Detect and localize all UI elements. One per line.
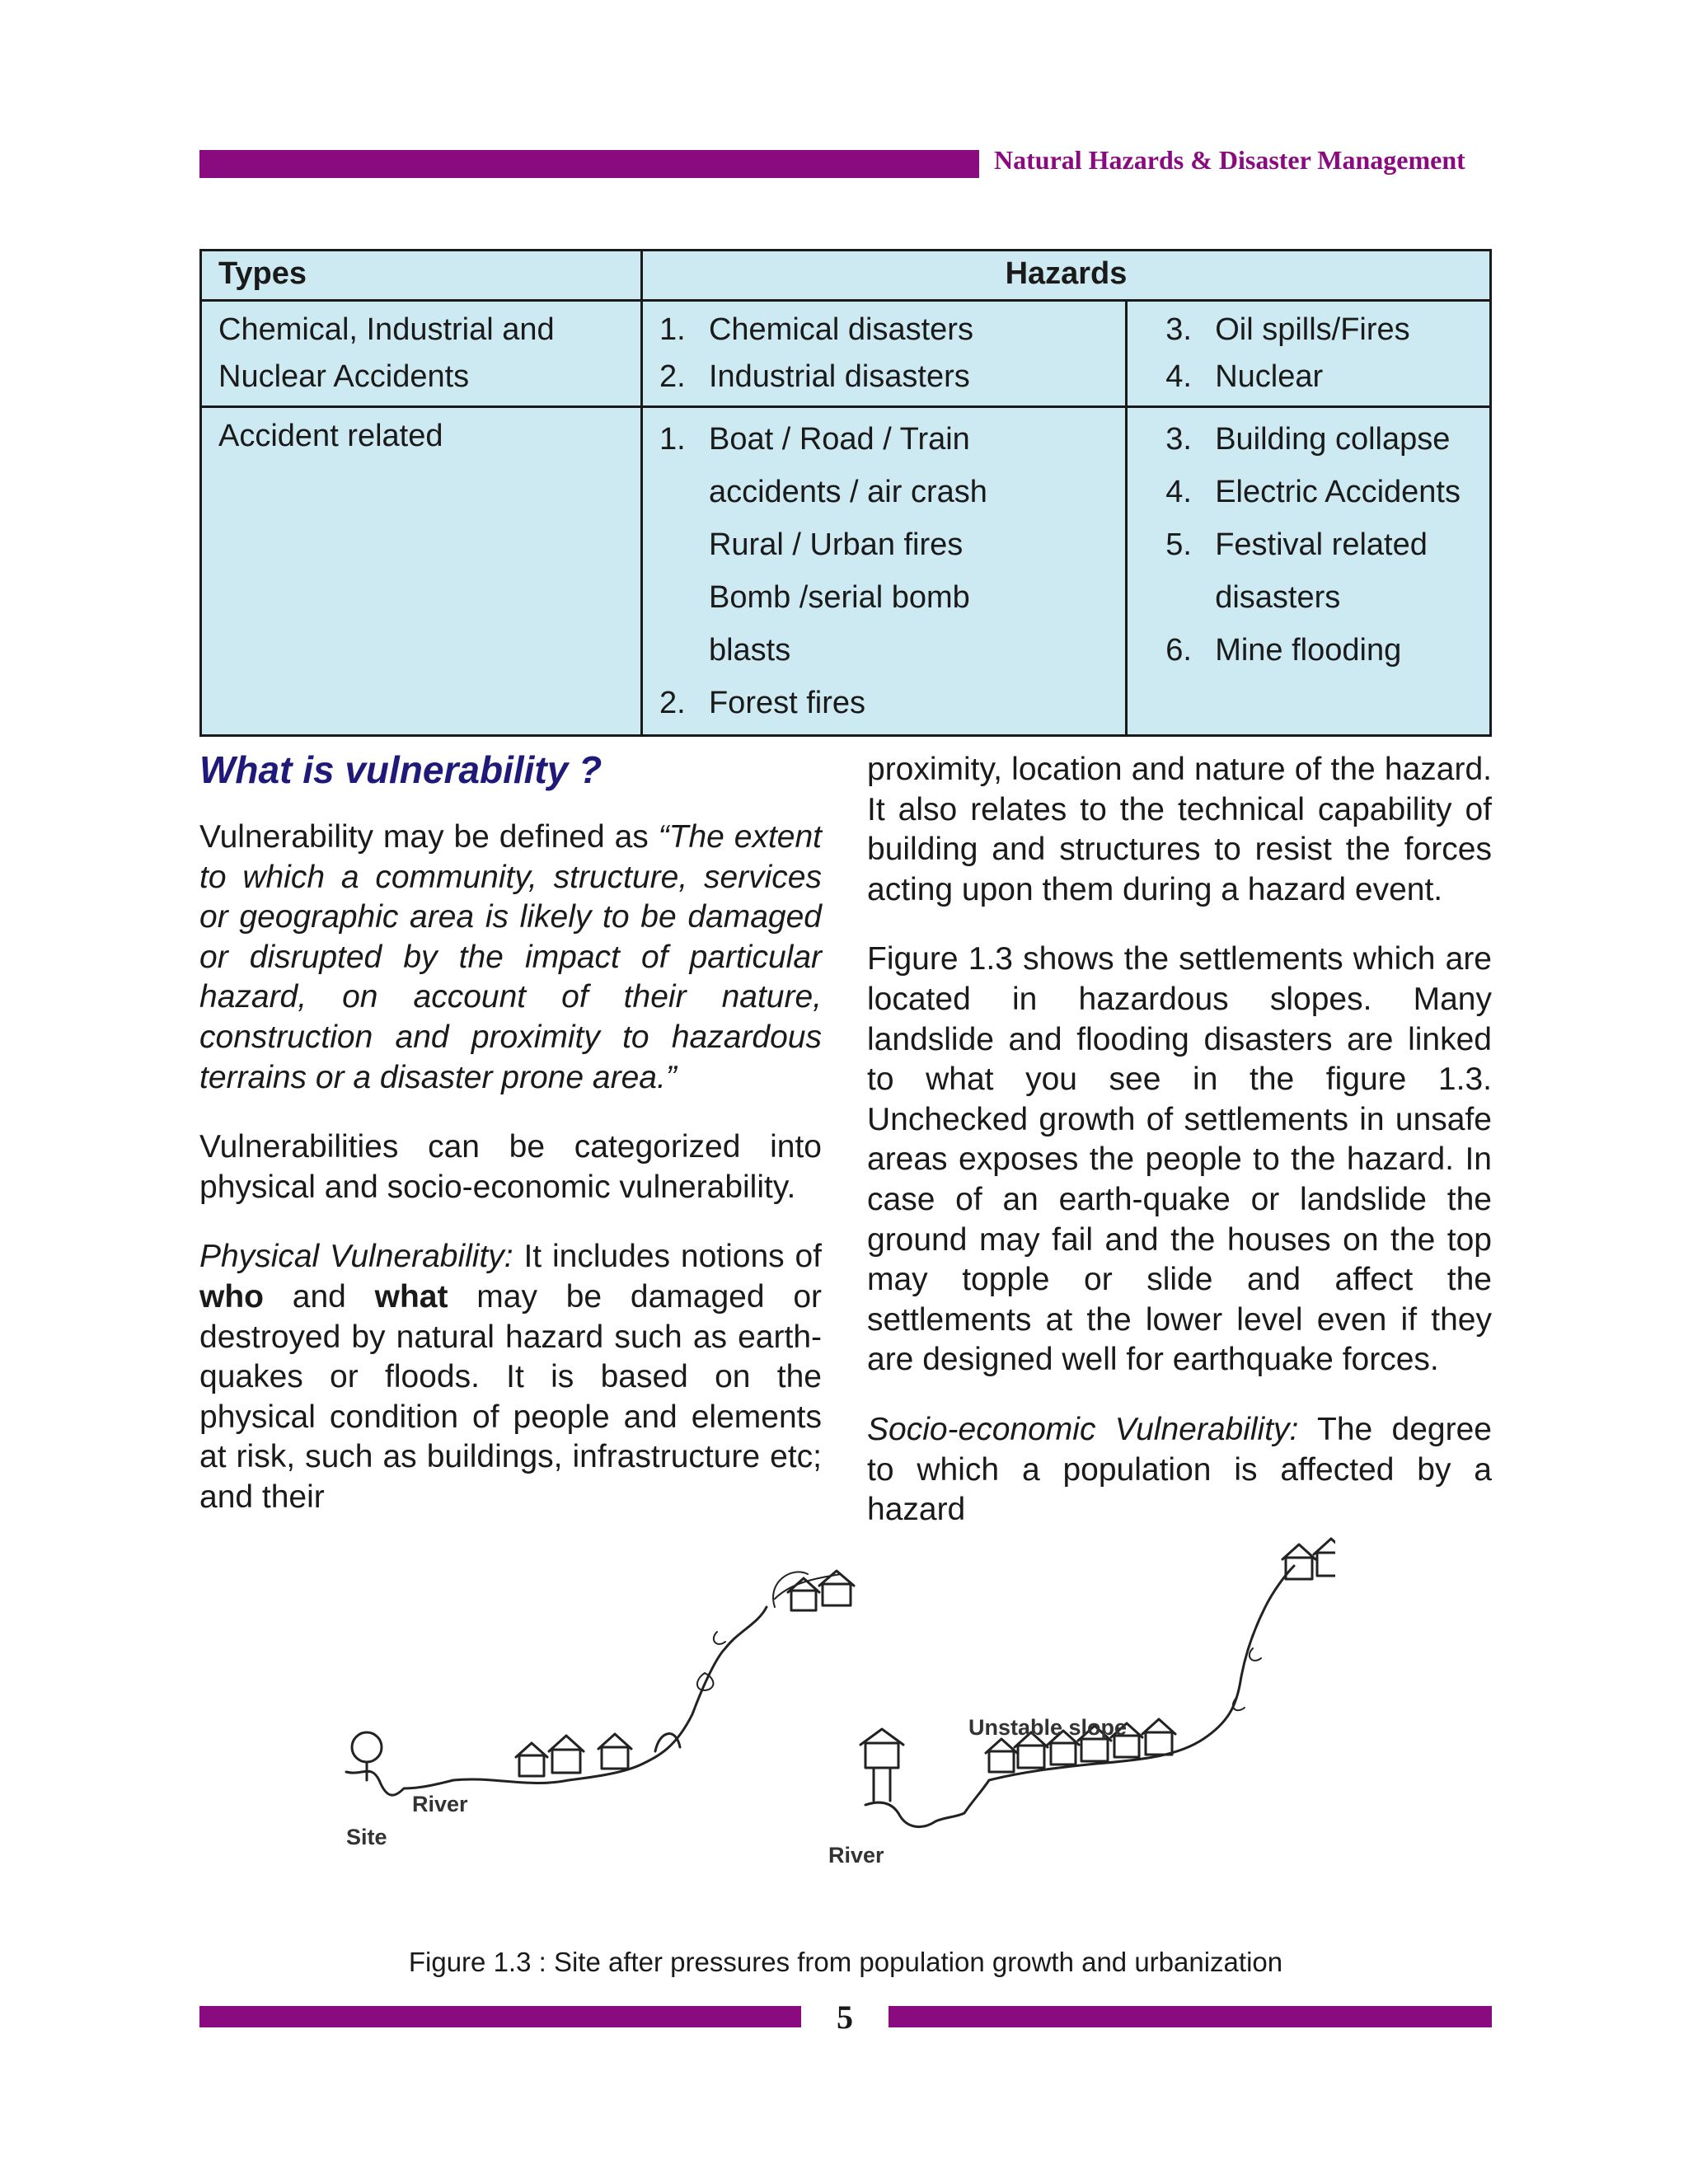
left-column: [199, 747, 822, 1548]
right-column: [867, 750, 1492, 1560]
paragraph-socio-economic: Socio-economic Vulnerability: The degree to which a population is affected by a hazard: [867, 1411, 1492, 1528]
hazard-list-left: [641, 301, 1126, 407]
hazard-list-right: [1127, 301, 1491, 407]
list-item: 4. Nuclear: [1165, 359, 1324, 394]
list-item: 2. Industrial disasters: [659, 359, 970, 394]
hazards-table: [199, 249, 1492, 737]
list-item: 4. Electric Accidents: [1165, 475, 1461, 509]
footer-bar-left: [199, 2006, 801, 2027]
figure-caption: Figure 1.3 : Site after pressures from population growth and urbanization: [408, 1947, 1283, 1977]
type-line: Nuclear Accidents: [218, 359, 470, 394]
type-cell: [201, 301, 642, 407]
running-header-title: Natural Hazards & Disaster Management: [994, 145, 1465, 175]
type-line: Chemical, Industrial and: [218, 312, 555, 347]
list-item: 2. Forest fires: [659, 686, 866, 720]
type-cell: [201, 407, 642, 736]
paragraph-figure-reference: Figure 1.3 shows the settlements which are located in hazardous slopes. Many landslide and flooding disasters are linked to what you see in the figure 1.3. Unchecked growth of settlements in unsafe areas exposes the people to the hazard. In case of an earth-quake or landslide the ground may fail and the houses on the top may topple or slide and affect the settlements at the lower level even if they are designed well for earthquake forces.: [867, 941, 1492, 1378]
hazard-list-right: [1127, 407, 1491, 736]
col-header-types: Types: [201, 251, 642, 301]
paragraph-physical-vulnerability: Physical Vulnerability: It includes notions of who and what may be damaged or destroyed by natural hazard such as earth-quakes or floods. It is based on the physical condition of people and elements at risk, such as buildings, infrastructure etc; and their: [199, 1239, 823, 1515]
list-item: 3. Building collapse: [1165, 422, 1451, 457]
list-item: blasts: [708, 633, 791, 668]
list-item: 3. Oil spills/Fires: [1165, 312, 1410, 347]
header-bar: [199, 150, 979, 178]
label-river-left: River: [412, 1792, 468, 1816]
type-line: Accident related: [218, 419, 443, 453]
label-unstable-slope: Unstable slope: [968, 1715, 1128, 1740]
col-header-hazards: Hazards: [641, 251, 1490, 301]
table-header-row: [201, 251, 1491, 301]
label-river-right: River: [828, 1843, 884, 1868]
list-item: 1. Boat / Road / Train: [659, 422, 970, 457]
list-item: Bomb /serial bomb: [708, 580, 970, 615]
list-item: Rural / Urban fires: [708, 527, 964, 562]
list-item: 5. Festival related: [1165, 527, 1428, 562]
list-item: accidents / air crash: [708, 475, 987, 509]
hazard-list-left: [641, 407, 1126, 736]
paragraph-definition: Vulnerability may be defined as “The extent to which a community, structure, services or geographic area is likely to be damaged or disrupted by the impact of particular hazard, on account of their nature, construction and proximity to hazardous terrains or a disaster prone area.”: [199, 819, 822, 1095]
label-site: Site: [346, 1825, 387, 1849]
list-item: 1. Chemical disasters: [659, 312, 973, 347]
paragraph-proximity: proximity, location and nature of the hazard. It also relates to the technical capability of building and structures to resist the forces acting upon them during a hazard event.: [867, 752, 1492, 907]
list-item: 6. Mine flooding: [1165, 633, 1402, 668]
section-heading: What is vulnerability ?: [199, 748, 603, 791]
footer-bar-right: [889, 2006, 1492, 2027]
paragraph-categories: Vulnerabilities can be categorized into physical and socio-economic vulnerability.: [199, 1129, 822, 1205]
list-item: disasters: [1215, 580, 1341, 615]
table-row: [201, 407, 1491, 736]
table-row: [201, 301, 1491, 407]
page-number: 5: [837, 1999, 853, 2036]
figure-settlement-sketch: [330, 1516, 1335, 1912]
